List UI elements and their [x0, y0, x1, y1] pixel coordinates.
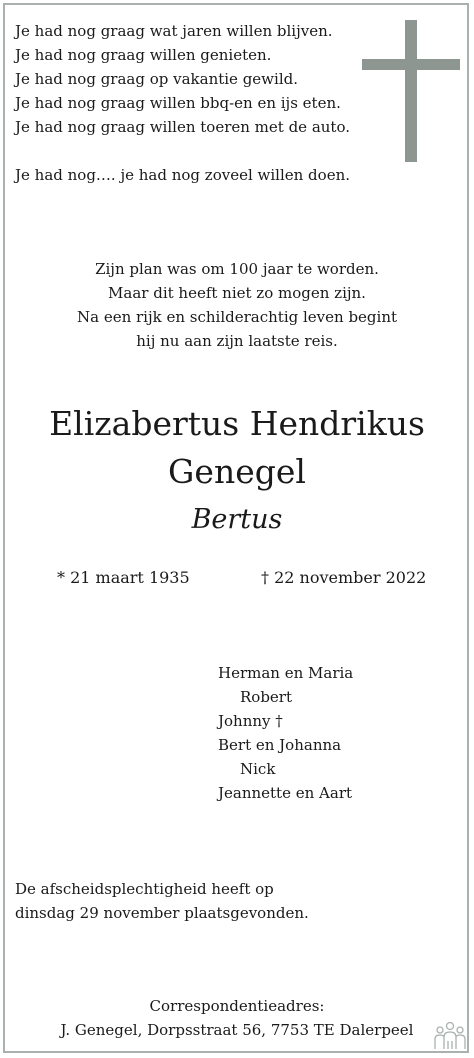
ceremony-line: dinsdag 29 november plaatsgevonden.	[15, 904, 309, 922]
correspondence-address	[0, 994, 474, 1042]
ceremony-line: De afscheidsplechtigheid heeft op	[15, 880, 274, 898]
poem-line: Je had nog graag wat jaren willen blijven.	[15, 22, 333, 40]
poem-line: Je had nog graag willen genieten.	[15, 46, 272, 64]
family-member: Bert en Johanna	[218, 736, 342, 754]
ceremony-notice	[15, 877, 309, 925]
poem-line: Je had nog graag willen toeren met de auto.	[15, 118, 350, 136]
correspondence-label: Correspondentieadres:	[149, 997, 325, 1015]
verse-line: Na een rijk en schilderachtig leven begint	[76, 308, 398, 326]
poem	[15, 19, 350, 187]
verse	[0, 257, 474, 353]
poem-line: Je had nog graag willen bbq-en en ijs eten.	[15, 94, 341, 112]
deceased-name-line2: Genegel	[168, 452, 306, 491]
correspondence-address-line: J. Genegel, Dorpsstraat 56, 7753 TE Dalerpeel	[60, 1021, 414, 1039]
cross-icon-horizontal-beam	[362, 59, 460, 70]
deceased-nickname: Bertus	[191, 504, 283, 535]
death-date: † 22 november 2022	[261, 568, 427, 587]
verse-line: hij nu aan zijn laatste reis.	[136, 332, 338, 350]
family-group-icon	[433, 1021, 467, 1051]
family-list	[218, 661, 353, 805]
family-member: Robert	[240, 688, 293, 706]
cross-icon-vertical-beam	[405, 20, 417, 162]
poem-spacer	[15, 139, 350, 163]
poem-line: Je had nog graag op vakantie gewild.	[15, 70, 298, 88]
family-member: Johnny †	[218, 712, 283, 730]
verse-line: Maar dit heeft niet zo mogen zijn.	[108, 284, 366, 302]
deceased-name-line1: Elizabertus Hendrikus	[49, 404, 425, 443]
family-member: Herman en Maria	[218, 664, 354, 682]
verse-line: Zijn plan was om 100 jaar te worden.	[95, 260, 379, 278]
family-member: Nick	[240, 760, 276, 778]
family-member: Jeannette en Aart	[218, 784, 353, 802]
poem-closing: Je had nog…. je had nog zoveel willen doen.	[15, 166, 350, 184]
birth-date: * 21 maart 1935	[57, 568, 190, 587]
deceased-name	[0, 400, 474, 496]
